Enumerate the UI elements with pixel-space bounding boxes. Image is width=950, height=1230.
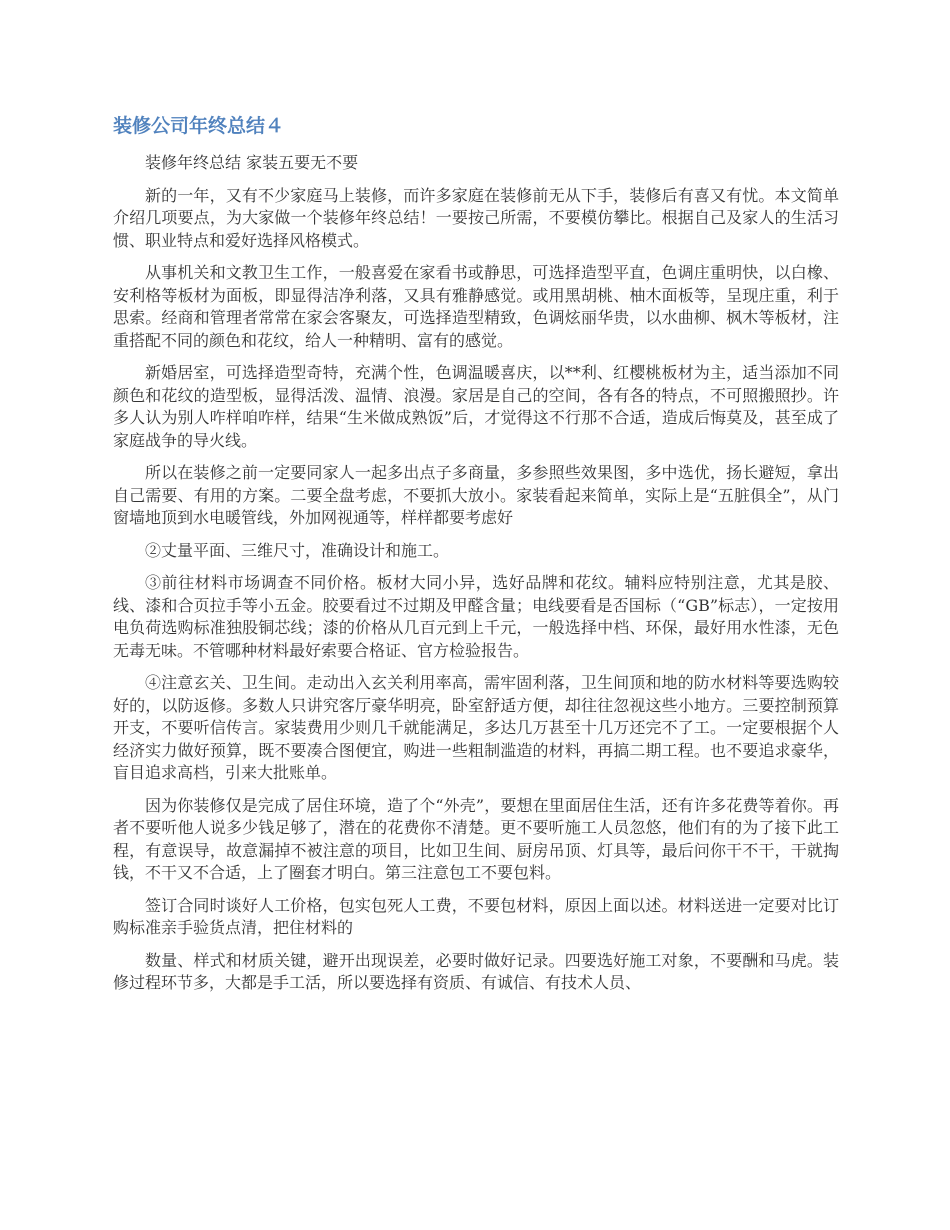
paragraph-entrance-bathroom: ④注意玄关、卫生间。走动出入玄关利用率高，需牢固利落，卫生间顶和地的防水材料等要选购较好的，以防返修。多数人只讲究客厅豪华明亮，卧室舒适方便，却往往忽视这些小地方。三要控制预算开支，不要听信传言。家装费用少则几千就能满足，多达几万甚至十几万还完不了工。一定要根据个人经济实力做好预算，既不要凑合图便宜，购进一些粗制滥造的材料，再搞二期工程。也不要追求豪华，盲目追求高档，引来大批账单。 bbox=[113, 673, 839, 782]
paragraph-materials: ③前往材料市场调查不同价格。板材大同小异，选好品牌和花纹。辅料应特别注意，尤其是胶、线、漆和合页拉手等小五金。胶要看过不过期及甲醛含量；电线要看是否国标（“GB”标志），一定按用电负荷选购标准独股铜芯线；漆的价格从几百元到上千元，一般选择中档、环保，最好用水性漆，无色无毒无味。不管哪种材料最好索要合格证、官方检验报告。 bbox=[113, 573, 839, 660]
document-title: 装修公司年终总结４ bbox=[113, 115, 285, 137]
paragraph-contractor: 数量、样式和材质关键，避开出现误差，必要时做好记录。四要选好施工对象，不要酬和马虎。装修过程环节多，大都是手工活，所以要选择有资质、有诚信、有技术人员、 bbox=[113, 950, 839, 992]
paragraph-contract: 签订合同时谈好人工价格，包实包死人工费，不要包材料，原因上面以述。材料送进一定要对比订购标准亲手验货点清，把住材料的 bbox=[113, 895, 839, 937]
paragraph-intro: 新的一年，又有不少家庭马上装修，而许多家庭在装修前无从下手，装修后有喜又有忧。本文简单介绍几项要点，为大家做一个装修年终总结！一要按己所需，不要模仿攀比。根据自己及家人的生活习惯、职业特点和爱好选择风格模式。 bbox=[113, 185, 839, 250]
paragraph-measure: ②丈量平面、三维尺寸，准确设计和施工。 bbox=[145, 540, 450, 560]
paragraph-newlywed: 新婚居室，可选择造型奇特，充满个性，色调温暖喜庆，以**利、红樱桃板材为主，适当添加不同颜色和花纹的造型板，显得活泼、温情、浪漫。家居是自己的空间，各有各的特点，不可照搬照抄。许多人认为别人咋样咱咋样，结果“生米做成熟饭”后，才觉得这不行那不合适，造成后悔莫及，甚至成了家庭战争的导火线。 bbox=[113, 363, 839, 450]
paragraph-hidden-costs: 因为你装修仅是完成了居住环境，造了个“外壳”，要想在里面居住生活，还有许多花费等着你。再者不要听他人说多少钱足够了，潜在的花费你不清楚。更不要听施工人员忽悠，他们有的为了接下此工程，有意误导，故意漏掉不被注意的项目，比如卫生间、厨房吊顶、灯具等，最后问你干不干，干就掏钱，不干又不合适，上了圈套才明白。第三注意包工不要包料。 bbox=[113, 795, 839, 882]
document-page bbox=[113, 112, 839, 1005]
paragraph-style-choice: 从事机关和文教卫生工作，一般喜爱在家看书或静思，可选择造型平直，色调庄重明快，以白橡、安利格等板材为面板，即显得洁净利落，又具有雅静感觉。或用黑胡桃、柚木面板等，呈现庄重，利于思索。经商和管理者常常在家会客聚友，可选择造型精致，色调炫丽华贵，以水曲柳、枫木等板材，注重搭配不同的颜色和花纹，给人一种精明、富有的感觉。 bbox=[113, 263, 839, 350]
paragraph-planning: 所以在装修之前一定要同家人一起多出点子多商量，多参照些效果图，多中选优，扬长避短，拿出自己需要、有用的方案。二要全盘考虑，不要抓大放小。家装看起来简单，实际上是“五脏俱全”，从门窗墙地顶到水电暖管线，外加网视通等，样样都要考虑好 bbox=[113, 463, 839, 527]
paragraph-subtitle: 装修年终总结 家装五要无不要 bbox=[145, 153, 359, 172]
